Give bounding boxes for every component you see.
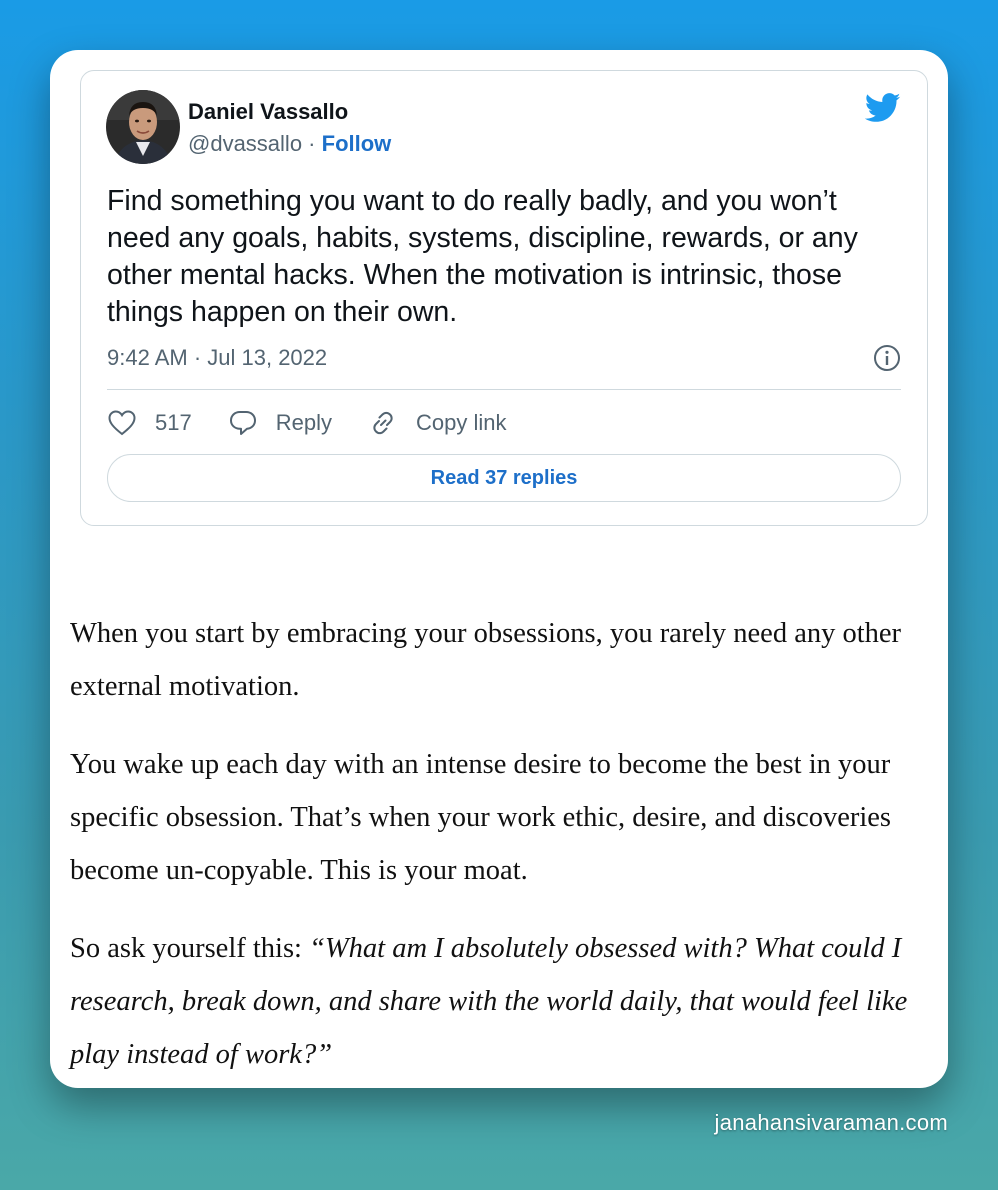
author-handle-row [188,131,391,157]
info-icon[interactable] [873,344,901,372]
reply-button[interactable] [228,409,332,437]
embedded-tweet[interactable] [80,70,928,526]
question-lead: So ask yourself this: [70,933,310,964]
avatar[interactable] [106,90,180,164]
follow-link[interactable]: Follow [321,131,392,156]
reply-label: Reply [275,410,332,435]
article-paragraph: When you start by embracing your obsessions, you rarely need any other external motivation. [70,618,902,702]
twitter-bird-icon[interactable] [865,93,901,123]
tweet-actions [107,407,542,439]
read-replies-button[interactable]: Read 37 replies [107,454,901,502]
author-handle[interactable]: @dvassallo [188,131,303,156]
question-quote: “What am I absolutely obsessed with? What could I research, break down, and share with the world daily, that would feel like play instead of work?” [70,933,908,1070]
tweet-text: Find something you want to do really badly, and you won’t need any goals, habits, systems, discipline, rewards, or any other mental hacks. When the motivation is intrinsic, those things happen on their own. [107,185,858,328]
reply-bubble-icon [228,409,258,437]
tweet-divider [107,389,901,390]
site-watermark: janahansivaraman.com [714,1110,948,1135]
copy-link-label: Copy link [415,410,507,435]
copy-link-button[interactable] [368,409,506,437]
tweet-timestamp[interactable]: 9:42 AM · Jul 13, 2022 [107,345,328,370]
article-body [70,607,920,1106]
link-icon [368,409,398,437]
article-paragraph [70,922,920,1081]
content-card [50,50,948,1088]
like-count: 517 [155,410,192,435]
author-name[interactable]: Daniel Vassallo [188,99,349,124]
handle-separator: · [302,131,322,156]
like-button[interactable] [107,409,192,437]
heart-icon [107,409,137,437]
article-paragraph: You wake up each day with an intense desire to become the best in your specific obsession. That’s when your work ethic, desire, and discoveries become un-copyable. This is your moat. [70,749,892,886]
